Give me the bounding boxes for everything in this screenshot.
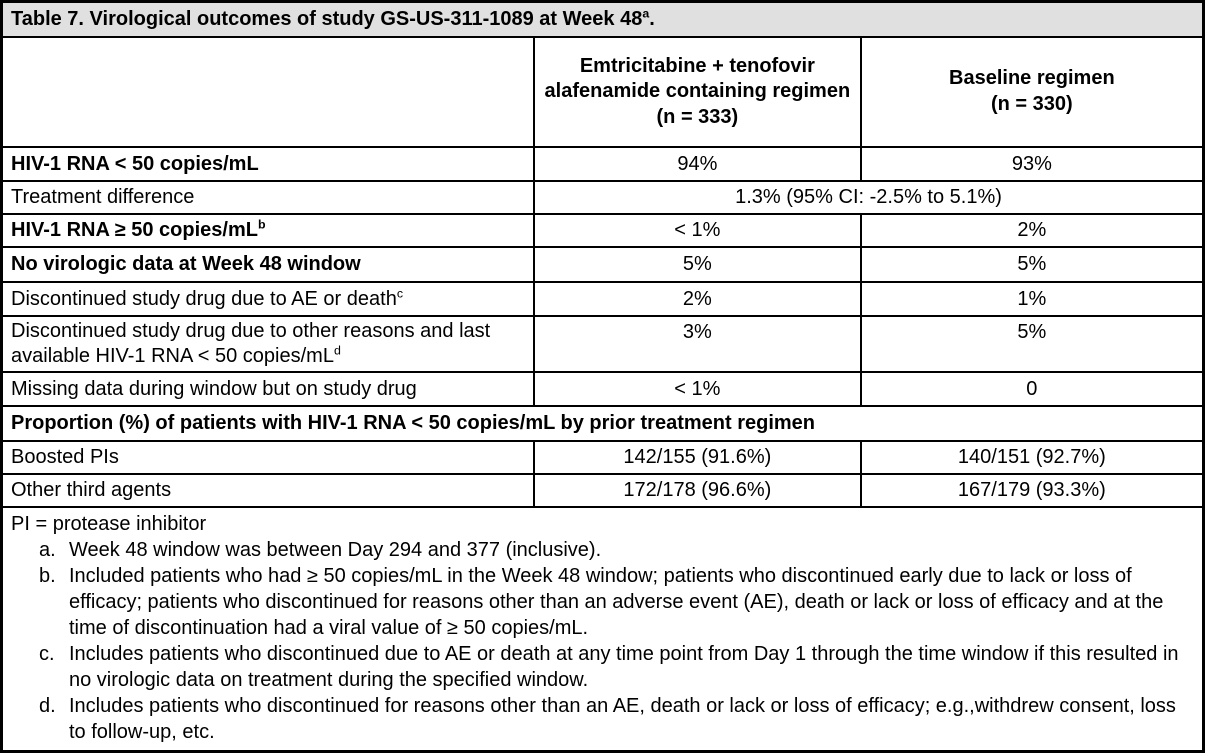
- row-label: Other third agents: [11, 479, 172, 501]
- value-cell-ftaf: [534, 441, 861, 474]
- column-header-baseline-label: Baseline regimen: [949, 67, 1115, 90]
- footnote-d: [11, 693, 1194, 745]
- value-cell-ftaf: [534, 247, 861, 282]
- footnote-marker: b.: [39, 565, 56, 587]
- footnote-text: Included patients who had ≥ 50 copies/mL in the Week 48 window; patients who discontinued early due to lack or loss of efficacy; patients who discontinued for reasons other than an adverse event (AE), death or lack or loss of efficacy and at the time of discontinuation had a viral value of ≥ 50 copies/mL.: [69, 565, 1164, 639]
- row-label: Discontinued study drug due to AE or death: [11, 287, 397, 310]
- row-label: HIV-1 RNA ≥ 50 copies/mL: [11, 219, 258, 241]
- value-cell-baseline: [861, 316, 1203, 372]
- footnote-b: [11, 563, 1194, 641]
- row-label-cell: [2, 474, 534, 507]
- row-label: Missing data during window but on study drug: [11, 377, 417, 400]
- column-header-ftaf: [534, 37, 861, 147]
- row-label-cell: [2, 181, 534, 214]
- footnote-ref-d: d: [333, 343, 341, 358]
- value-baseline: 2%: [1017, 219, 1047, 241]
- value-cell-spanned: [534, 181, 1203, 214]
- footnote-text: Includes patients who discontinued due to AE or death at any time point from Day 1 through the time window if this resulted in no virologic data on treatment during the specified window.: [69, 643, 1179, 691]
- table-row-other-third-agents: [2, 474, 1203, 507]
- row-label: Boosted PIs: [11, 446, 119, 468]
- value-ftaf: 94%: [677, 152, 718, 175]
- column-header-baseline-n: (n = 330): [991, 93, 1073, 115]
- value-cell-ftaf: [534, 474, 861, 507]
- virological-outcomes-table: [1, 1, 1204, 752]
- row-label-cell: [2, 282, 534, 316]
- value-cell-ftaf: [534, 147, 861, 181]
- footnote-ref-c: c: [396, 285, 404, 300]
- row-label: Discontinued study drug due to other reasons and last available HIV-1 RNA < 50 copies/mL: [11, 320, 491, 367]
- value-ftaf: 3%: [682, 321, 712, 343]
- row-label-cell: [2, 316, 534, 372]
- row-label: Treatment difference: [11, 186, 195, 208]
- table-row-boosted-pis: [2, 441, 1203, 474]
- table-title-period: .: [649, 8, 655, 30]
- footnote-ref-b: b: [257, 217, 266, 232]
- column-header-ftaf-label: Emtricitabine + tenofovir alafenamide containing regimen: [544, 54, 851, 103]
- treatment-difference-value: 1.3% (95% CI: -2.5% to 5.1%): [735, 186, 1002, 208]
- table-row-discontinued-other-reasons: [2, 316, 1203, 372]
- footnotes-row: [2, 507, 1203, 751]
- table-row-hiv-rna-ge50: [2, 214, 1203, 247]
- value-cell-ftaf: [534, 282, 861, 316]
- value-baseline: 0: [1026, 377, 1038, 400]
- value-ftaf: < 1%: [674, 377, 721, 400]
- row-label-cell: [2, 372, 534, 406]
- table-row-hiv-rna-lt50: [2, 147, 1203, 181]
- section-header-row: [2, 406, 1203, 441]
- value-ftaf: 142/155 (91.6%): [623, 446, 772, 468]
- row-label-cell: [2, 441, 534, 474]
- header-empty-cell: [2, 37, 534, 147]
- value-ftaf: 2%: [682, 287, 712, 310]
- table-row-no-virologic-data: [2, 247, 1203, 282]
- section-header-label: Proportion (%) of patients with HIV-1 RNA < 50 copies/mL by prior treatment regimen: [11, 412, 816, 434]
- column-header-ftaf-n: (n = 333): [656, 105, 739, 128]
- row-label: No virologic data at Week 48 window: [11, 253, 361, 275]
- table-title-row: [2, 2, 1203, 37]
- footnote-marker: d.: [39, 695, 56, 717]
- value-cell-baseline: [861, 247, 1203, 282]
- value-cell-baseline: [861, 441, 1203, 474]
- value-cell-ftaf: [534, 214, 861, 247]
- column-header-row: [2, 37, 1203, 147]
- footnote-ref-a: a: [642, 6, 650, 21]
- footnote-text: Includes patients who discontinued for reasons other than an AE, death or lack or loss of efficacy; e.g.,withdrew consent, loss to follow-up, etc.: [69, 695, 1176, 743]
- value-baseline: 167/179 (93.3%): [957, 479, 1106, 501]
- table-row-treatment-difference: [2, 181, 1203, 214]
- table-title-text: Table 7. Virological outcomes of study GS-US-311-1089 at Week 48: [11, 8, 643, 30]
- value-ftaf: 5%: [682, 253, 712, 275]
- footnote-a: [11, 537, 1194, 563]
- row-label-cell: [2, 214, 534, 247]
- section-header: [2, 406, 1203, 441]
- table-row-discontinued-ae-death: [2, 282, 1203, 316]
- row-label-cell: [2, 247, 534, 282]
- abbreviation-note: PI = protease inhibitor: [11, 513, 207, 535]
- table-row-missing-data: [2, 372, 1203, 406]
- table-title: [2, 2, 1203, 37]
- value-ftaf: 172/178 (96.6%): [623, 479, 772, 501]
- value-cell-ftaf: [534, 316, 861, 372]
- value-baseline: 5%: [1017, 321, 1047, 343]
- value-cell-baseline: [861, 282, 1203, 316]
- footnote-text: Week 48 window was between Day 294 and 377 (inclusive).: [69, 539, 602, 561]
- footnote-marker: a.: [39, 539, 56, 561]
- column-header-baseline: [861, 37, 1203, 147]
- value-cell-ftaf: [534, 372, 861, 406]
- footnotes-block: [2, 507, 1203, 751]
- value-baseline: 140/151 (92.7%): [957, 446, 1106, 468]
- value-cell-baseline: [861, 214, 1203, 247]
- value-cell-baseline: [861, 474, 1203, 507]
- value-baseline: 1%: [1017, 287, 1047, 310]
- row-label: HIV-1 RNA < 50 copies/mL: [11, 152, 259, 175]
- value-ftaf: < 1%: [674, 219, 721, 241]
- row-label-cell: [2, 147, 534, 181]
- footnote-c: [11, 641, 1194, 693]
- value-baseline: 93%: [1011, 152, 1052, 175]
- value-baseline: 5%: [1017, 253, 1047, 275]
- value-cell-baseline: [861, 372, 1203, 406]
- value-cell-baseline: [861, 147, 1203, 181]
- footnote-marker: c.: [39, 643, 55, 665]
